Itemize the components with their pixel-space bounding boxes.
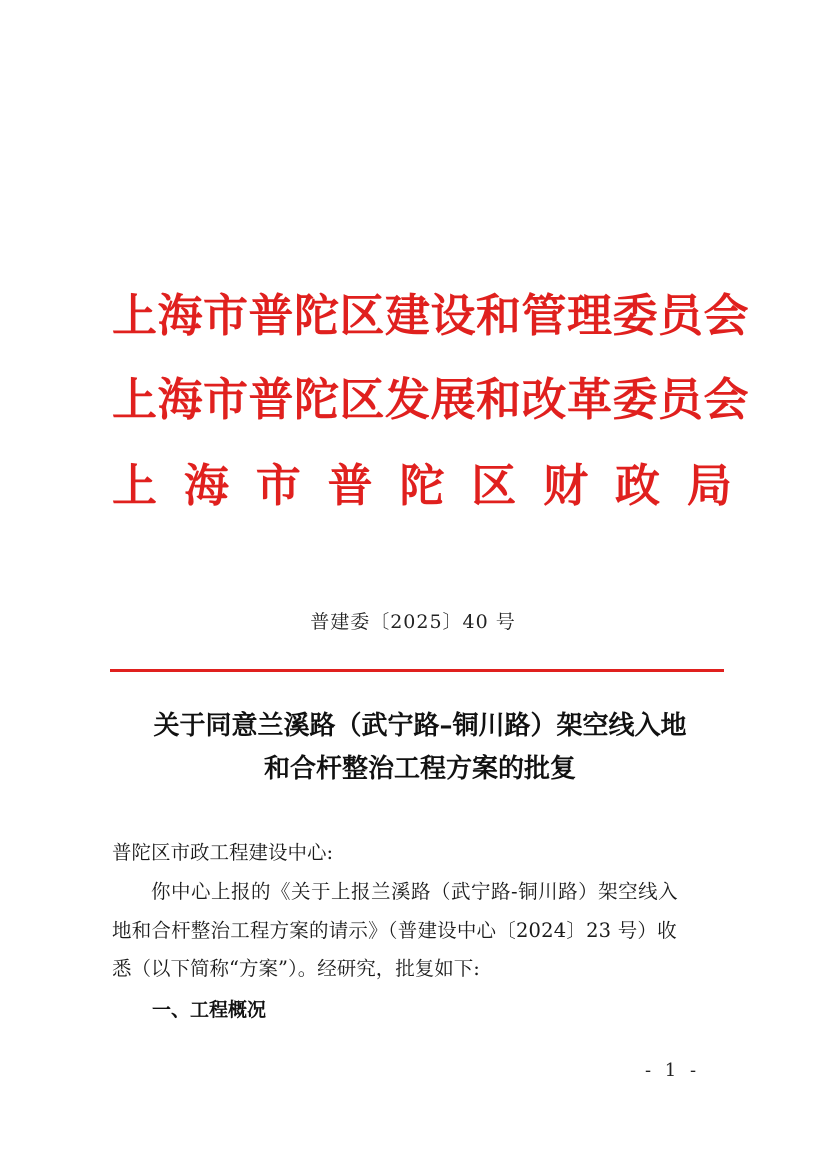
body-paragraph-line-3: 悉（以下简称“方案”）。经研究，批复如下: (112, 957, 480, 980)
issuer-char: 市 (255, 459, 301, 512)
document-title-line-1: 关于同意兰溪路（武宁路–铜川路）架空线入地 (153, 711, 687, 741)
issuer-char: 上 (112, 459, 158, 512)
body-paragraph-line-1: 你中心上报的《关于上报兰溪路（武宁路-铜川路）架空线入 (151, 880, 679, 903)
issuer-construction-committee: 上海市普陀区建设和管理委员会 (112, 289, 750, 342)
issuer-char: 区 (471, 459, 517, 512)
section-heading: 一、工程概况 (152, 999, 267, 1021)
issuer-char: 政 (615, 459, 661, 512)
issuer-char: 局 (686, 459, 732, 512)
page-number: - 1 - (645, 1060, 701, 1081)
document-number: 普建委〔2025〕40 号 (310, 611, 516, 633)
issuer-char: 普 (327, 459, 373, 512)
addressee: 普陀区市政工程建设中心: (112, 841, 334, 864)
issuer-development-reform-committee: 上海市普陀区发展和改革委员会 (112, 373, 750, 426)
issuer-finance-bureau (112, 456, 732, 516)
body-paragraph-line-2: 地和合杆整治工程方案的请示》（普建设中心〔2024〕23 号）收 (112, 919, 677, 942)
red-separator-line (110, 669, 724, 672)
issuer-char: 陀 (399, 459, 445, 512)
issuer-char: 海 (183, 459, 229, 512)
document-title-line-2: 和合杆整治工程方案的批复 (263, 754, 576, 784)
issuer-char: 财 (543, 459, 589, 512)
